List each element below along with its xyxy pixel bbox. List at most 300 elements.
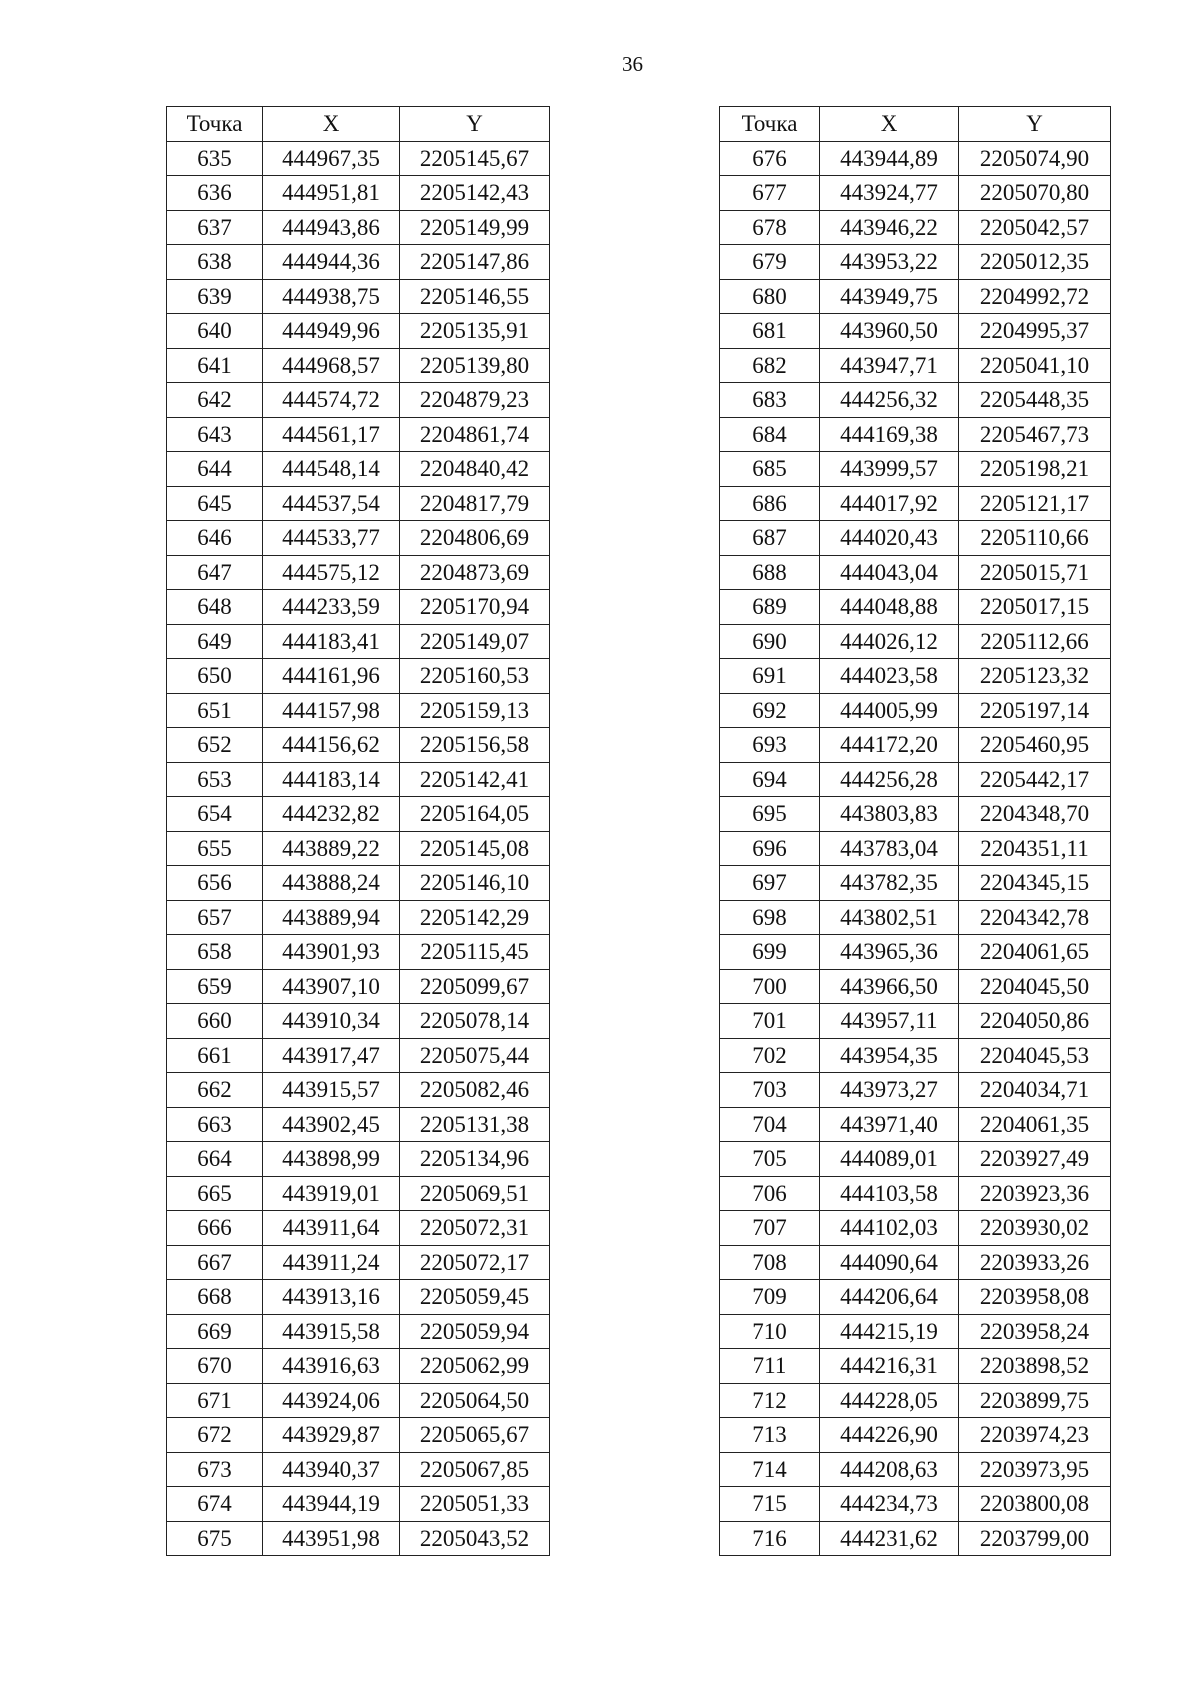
cell-y: 2205110,66 — [959, 521, 1111, 556]
cell-y: 2205059,94 — [400, 1314, 550, 1349]
cell-x: 443783,04 — [820, 831, 959, 866]
table-row — [167, 1383, 550, 1418]
cell-y: 2205142,43 — [400, 176, 550, 211]
cell-x: 444157,98 — [263, 693, 400, 728]
cell-point: 661 — [167, 1038, 263, 1073]
cell-point: 713 — [720, 1418, 820, 1453]
cell-y: 2204345,15 — [959, 866, 1111, 901]
cell-point: 696 — [720, 831, 820, 866]
table-row — [167, 1349, 550, 1384]
cell-y: 2204992,72 — [959, 279, 1111, 314]
cell-point: 662 — [167, 1073, 263, 1108]
table-row — [167, 452, 550, 487]
table-row — [167, 1418, 550, 1453]
cell-y: 2203927,49 — [959, 1142, 1111, 1177]
cell-y: 2203933,26 — [959, 1245, 1111, 1280]
cell-point: 659 — [167, 969, 263, 1004]
cell-x: 443951,98 — [263, 1521, 400, 1556]
cell-y: 2205159,13 — [400, 693, 550, 728]
cell-x: 443901,93 — [263, 935, 400, 970]
cell-x: 443940,37 — [263, 1452, 400, 1487]
table-row — [167, 969, 550, 1004]
table-row — [720, 176, 1111, 211]
cell-point: 704 — [720, 1107, 820, 1142]
cell-x: 444161,96 — [263, 659, 400, 694]
cell-y: 2203974,23 — [959, 1418, 1111, 1453]
cell-y: 2204034,71 — [959, 1073, 1111, 1108]
cell-y: 2205078,14 — [400, 1004, 550, 1039]
cell-y: 2205121,17 — [959, 486, 1111, 521]
cell-y: 2205012,35 — [959, 245, 1111, 280]
cell-x: 444548,14 — [263, 452, 400, 487]
table-row — [720, 624, 1111, 659]
cell-point: 703 — [720, 1073, 820, 1108]
cell-point: 707 — [720, 1211, 820, 1246]
cell-y: 2205115,45 — [400, 935, 550, 970]
cell-x: 443949,75 — [820, 279, 959, 314]
cell-point: 636 — [167, 176, 263, 211]
cell-point: 639 — [167, 279, 263, 314]
cell-x: 443907,10 — [263, 969, 400, 1004]
cell-point: 670 — [167, 1349, 263, 1384]
table-row — [167, 831, 550, 866]
cell-y: 2205112,66 — [959, 624, 1111, 659]
cell-point: 666 — [167, 1211, 263, 1246]
cell-point: 651 — [167, 693, 263, 728]
cell-y: 2204348,70 — [959, 797, 1111, 832]
table-row — [720, 969, 1111, 1004]
cell-y: 2205149,07 — [400, 624, 550, 659]
cell-x: 443966,50 — [820, 969, 959, 1004]
cell-y: 2205145,67 — [400, 141, 550, 176]
table-row — [720, 728, 1111, 763]
cell-point: 655 — [167, 831, 263, 866]
table-row — [720, 521, 1111, 556]
table-row — [720, 348, 1111, 383]
cell-y: 2205197,14 — [959, 693, 1111, 728]
table-row — [720, 279, 1111, 314]
cell-point: 642 — [167, 383, 263, 418]
cell-x: 444172,20 — [820, 728, 959, 763]
cell-y: 2204045,53 — [959, 1038, 1111, 1073]
cell-x: 444023,58 — [820, 659, 959, 694]
cell-y: 2204817,79 — [400, 486, 550, 521]
cell-point: 706 — [720, 1176, 820, 1211]
cell-point: 649 — [167, 624, 263, 659]
table-row — [167, 555, 550, 590]
table-row — [720, 555, 1111, 590]
cell-point: 647 — [167, 555, 263, 590]
cell-point: 652 — [167, 728, 263, 763]
cell-y: 2204061,65 — [959, 935, 1111, 970]
table-row — [167, 417, 550, 452]
cell-x: 443924,06 — [263, 1383, 400, 1418]
table-row — [720, 935, 1111, 970]
cell-y: 2205149,99 — [400, 210, 550, 245]
cell-x: 443919,01 — [263, 1176, 400, 1211]
cell-point: 715 — [720, 1487, 820, 1522]
cell-point: 692 — [720, 693, 820, 728]
cell-point: 664 — [167, 1142, 263, 1177]
cell-point: 701 — [720, 1004, 820, 1039]
table-row — [167, 279, 550, 314]
cell-y: 2205051,33 — [400, 1487, 550, 1522]
cell-x: 444233,59 — [263, 590, 400, 625]
cell-y: 2203973,95 — [959, 1452, 1111, 1487]
cell-point: 684 — [720, 417, 820, 452]
table-row — [167, 728, 550, 763]
cell-point: 712 — [720, 1383, 820, 1418]
cell-y: 2205146,55 — [400, 279, 550, 314]
cell-y: 2204045,50 — [959, 969, 1111, 1004]
table-row — [720, 1142, 1111, 1177]
cell-y: 2205134,96 — [400, 1142, 550, 1177]
cell-x: 444938,75 — [263, 279, 400, 314]
cell-point: 635 — [167, 141, 263, 176]
table-row — [720, 1073, 1111, 1108]
cell-point: 663 — [167, 1107, 263, 1142]
cell-y: 2205131,38 — [400, 1107, 550, 1142]
cell-x: 443973,27 — [820, 1073, 959, 1108]
cell-y: 2203799,00 — [959, 1521, 1111, 1556]
cell-x: 443913,16 — [263, 1280, 400, 1315]
cell-y: 2205082,46 — [400, 1073, 550, 1108]
cell-x: 444574,72 — [263, 383, 400, 418]
cell-x: 443944,89 — [820, 141, 959, 176]
cell-y: 2205070,80 — [959, 176, 1111, 211]
cell-y: 2203898,52 — [959, 1349, 1111, 1384]
cell-x: 444208,63 — [820, 1452, 959, 1487]
cell-x: 443960,50 — [820, 314, 959, 349]
cell-point: 694 — [720, 762, 820, 797]
cell-y: 2204061,35 — [959, 1107, 1111, 1142]
cell-x: 444256,28 — [820, 762, 959, 797]
cell-y: 2204873,69 — [400, 555, 550, 590]
table-row — [167, 1487, 550, 1522]
cell-point: 677 — [720, 176, 820, 211]
cell-x: 443917,47 — [263, 1038, 400, 1073]
cell-x: 444943,86 — [263, 210, 400, 245]
cell-x: 444090,64 — [820, 1245, 959, 1280]
cell-point: 641 — [167, 348, 263, 383]
cell-point: 645 — [167, 486, 263, 521]
cell-x: 443916,63 — [263, 1349, 400, 1384]
cell-x: 443944,19 — [263, 1487, 400, 1522]
cell-x: 443782,35 — [820, 866, 959, 901]
cell-x: 444949,96 — [263, 314, 400, 349]
cell-point: 674 — [167, 1487, 263, 1522]
table-row — [720, 1418, 1111, 1453]
cell-y: 2205448,35 — [959, 383, 1111, 418]
cell-y: 2205460,95 — [959, 728, 1111, 763]
cell-point: 658 — [167, 935, 263, 970]
cell-x: 443915,58 — [263, 1314, 400, 1349]
table-row — [720, 797, 1111, 832]
cell-x: 444968,57 — [263, 348, 400, 383]
coordinates-table-right — [719, 106, 1111, 1556]
table-row — [167, 314, 550, 349]
cell-point: 657 — [167, 900, 263, 935]
cell-x: 444232,82 — [263, 797, 400, 832]
header-x: X — [263, 107, 400, 142]
cell-point: 697 — [720, 866, 820, 901]
cell-y: 2204050,86 — [959, 1004, 1111, 1039]
table-row — [720, 659, 1111, 694]
cell-y: 2203923,36 — [959, 1176, 1111, 1211]
cell-x: 444256,32 — [820, 383, 959, 418]
cell-x: 443999,57 — [820, 452, 959, 487]
cell-x: 443954,35 — [820, 1038, 959, 1073]
table-row — [167, 659, 550, 694]
table-row — [167, 141, 550, 176]
cell-y: 2205467,73 — [959, 417, 1111, 452]
cell-y: 2204342,78 — [959, 900, 1111, 935]
cell-point: 691 — [720, 659, 820, 694]
cell-y: 2203800,08 — [959, 1487, 1111, 1522]
cell-x: 444005,99 — [820, 693, 959, 728]
cell-y: 2205074,90 — [959, 141, 1111, 176]
cell-y: 2203958,08 — [959, 1280, 1111, 1315]
cell-x: 444103,58 — [820, 1176, 959, 1211]
header-point: Точка — [720, 107, 820, 142]
table-row — [167, 797, 550, 832]
table-row — [720, 1280, 1111, 1315]
table-row — [167, 1073, 550, 1108]
cell-y: 2204351,11 — [959, 831, 1111, 866]
cell-y: 2205170,94 — [400, 590, 550, 625]
cell-x: 443915,57 — [263, 1073, 400, 1108]
table-row — [720, 1487, 1111, 1522]
table-row — [167, 762, 550, 797]
cell-point: 716 — [720, 1521, 820, 1556]
cell-point: 683 — [720, 383, 820, 418]
table-row — [167, 590, 550, 625]
cell-point: 665 — [167, 1176, 263, 1211]
cell-x: 443947,71 — [820, 348, 959, 383]
table-header-row — [167, 107, 550, 142]
table-row — [720, 590, 1111, 625]
cell-x: 444228,05 — [820, 1383, 959, 1418]
table-row — [720, 383, 1111, 418]
table-row — [167, 348, 550, 383]
cell-y: 2205015,71 — [959, 555, 1111, 590]
table-row — [720, 245, 1111, 280]
cell-point: 644 — [167, 452, 263, 487]
cell-point: 688 — [720, 555, 820, 590]
cell-x: 444234,73 — [820, 1487, 959, 1522]
cell-y: 2203930,02 — [959, 1211, 1111, 1246]
cell-y: 2205123,32 — [959, 659, 1111, 694]
table-row — [720, 762, 1111, 797]
cell-x: 444102,03 — [820, 1211, 959, 1246]
cell-x: 444020,43 — [820, 521, 959, 556]
cell-x: 444967,35 — [263, 141, 400, 176]
cell-y: 2205164,05 — [400, 797, 550, 832]
cell-point: 669 — [167, 1314, 263, 1349]
cell-point: 638 — [167, 245, 263, 280]
cell-x: 444226,90 — [820, 1418, 959, 1453]
table-row — [720, 486, 1111, 521]
table-row — [167, 1314, 550, 1349]
table-row — [720, 1176, 1111, 1211]
cell-y: 2205146,10 — [400, 866, 550, 901]
cell-point: 643 — [167, 417, 263, 452]
cell-x: 444561,17 — [263, 417, 400, 452]
table-body-right — [720, 141, 1111, 1556]
cell-x: 443971,40 — [820, 1107, 959, 1142]
table-row — [167, 210, 550, 245]
table-row — [720, 141, 1111, 176]
cell-point: 637 — [167, 210, 263, 245]
table-row — [167, 900, 550, 935]
table-row — [720, 1211, 1111, 1246]
cell-x: 443803,83 — [820, 797, 959, 832]
table-row — [720, 831, 1111, 866]
coordinates-table-left — [166, 106, 550, 1556]
cell-x: 444026,12 — [820, 624, 959, 659]
cell-x: 444183,14 — [263, 762, 400, 797]
cell-x: 444944,36 — [263, 245, 400, 280]
cell-point: 685 — [720, 452, 820, 487]
table-row — [167, 383, 550, 418]
cell-point: 673 — [167, 1452, 263, 1487]
cell-x: 444216,31 — [820, 1349, 959, 1384]
cell-y: 2205042,57 — [959, 210, 1111, 245]
cell-point: 654 — [167, 797, 263, 832]
table-row — [720, 1314, 1111, 1349]
cell-y: 2204995,37 — [959, 314, 1111, 349]
cell-y: 2205064,50 — [400, 1383, 550, 1418]
cell-point: 656 — [167, 866, 263, 901]
cell-x: 443802,51 — [820, 900, 959, 935]
cell-y: 2205198,21 — [959, 452, 1111, 487]
cell-y: 2204840,42 — [400, 452, 550, 487]
cell-x: 444575,12 — [263, 555, 400, 590]
cell-x: 444017,92 — [820, 486, 959, 521]
cell-y: 2205142,29 — [400, 900, 550, 935]
header-x: X — [820, 107, 959, 142]
cell-x: 444043,04 — [820, 555, 959, 590]
table-row — [167, 1280, 550, 1315]
cell-point: 690 — [720, 624, 820, 659]
table-row — [167, 176, 550, 211]
cell-y: 2204879,23 — [400, 383, 550, 418]
cell-y: 2205017,15 — [959, 590, 1111, 625]
cell-point: 675 — [167, 1521, 263, 1556]
cell-y: 2205041,10 — [959, 348, 1111, 383]
cell-point: 680 — [720, 279, 820, 314]
cell-point: 698 — [720, 900, 820, 935]
cell-x: 443889,22 — [263, 831, 400, 866]
cell-y: 2205072,17 — [400, 1245, 550, 1280]
cell-point: 660 — [167, 1004, 263, 1039]
table-row — [167, 486, 550, 521]
table-row — [720, 900, 1111, 935]
table-row — [720, 1383, 1111, 1418]
cell-y: 2205139,80 — [400, 348, 550, 383]
table-body-left — [167, 141, 550, 1556]
cell-point: 678 — [720, 210, 820, 245]
table-row — [720, 314, 1111, 349]
cell-point: 711 — [720, 1349, 820, 1384]
cell-x: 443953,22 — [820, 245, 959, 280]
cell-point: 668 — [167, 1280, 263, 1315]
table-row — [167, 624, 550, 659]
table-row — [167, 245, 550, 280]
cell-point: 705 — [720, 1142, 820, 1177]
cell-point: 653 — [167, 762, 263, 797]
table-row — [720, 1107, 1111, 1142]
cell-y: 2204806,69 — [400, 521, 550, 556]
cell-y: 2205065,67 — [400, 1418, 550, 1453]
cell-y: 2205072,31 — [400, 1211, 550, 1246]
cell-point: 714 — [720, 1452, 820, 1487]
cell-point: 671 — [167, 1383, 263, 1418]
cell-y: 2205075,44 — [400, 1038, 550, 1073]
cell-point: 681 — [720, 314, 820, 349]
table-row — [720, 1245, 1111, 1280]
table-row — [720, 417, 1111, 452]
cell-x: 443929,87 — [263, 1418, 400, 1453]
table-row — [167, 1211, 550, 1246]
cell-x: 443889,94 — [263, 900, 400, 935]
table-row — [167, 1452, 550, 1487]
cell-point: 679 — [720, 245, 820, 280]
cell-y: 2205145,08 — [400, 831, 550, 866]
table-row — [167, 521, 550, 556]
header-point: Точка — [167, 107, 263, 142]
table-row — [167, 1004, 550, 1039]
cell-x: 444169,38 — [820, 417, 959, 452]
cell-y: 2205099,67 — [400, 969, 550, 1004]
cell-x: 444089,01 — [820, 1142, 959, 1177]
cell-y: 2203899,75 — [959, 1383, 1111, 1418]
cell-point: 667 — [167, 1245, 263, 1280]
table-row — [167, 1142, 550, 1177]
table-row — [167, 866, 550, 901]
table-row — [720, 1521, 1111, 1556]
cell-y: 2205160,53 — [400, 659, 550, 694]
table-row — [720, 1349, 1111, 1384]
cell-x: 443910,34 — [263, 1004, 400, 1039]
cell-x: 444533,77 — [263, 521, 400, 556]
cell-x: 443898,99 — [263, 1142, 400, 1177]
table-row — [167, 693, 550, 728]
cell-point: 710 — [720, 1314, 820, 1349]
cell-y: 2205135,91 — [400, 314, 550, 349]
cell-y: 2205059,45 — [400, 1280, 550, 1315]
table-row — [720, 210, 1111, 245]
cell-point: 709 — [720, 1280, 820, 1315]
cell-y: 2205069,51 — [400, 1176, 550, 1211]
header-y: Y — [400, 107, 550, 142]
cell-y: 2205147,86 — [400, 245, 550, 280]
cell-x: 444048,88 — [820, 590, 959, 625]
cell-point: 646 — [167, 521, 263, 556]
table-row — [720, 1004, 1111, 1039]
cell-x: 444156,62 — [263, 728, 400, 763]
cell-point: 695 — [720, 797, 820, 832]
cell-point: 672 — [167, 1418, 263, 1453]
cell-y: 2205142,41 — [400, 762, 550, 797]
cell-x: 444537,54 — [263, 486, 400, 521]
cell-point: 676 — [720, 141, 820, 176]
cell-point: 693 — [720, 728, 820, 763]
table-row — [167, 1107, 550, 1142]
cell-point: 708 — [720, 1245, 820, 1280]
page-number: 36 — [622, 52, 643, 76]
cell-x: 443946,22 — [820, 210, 959, 245]
